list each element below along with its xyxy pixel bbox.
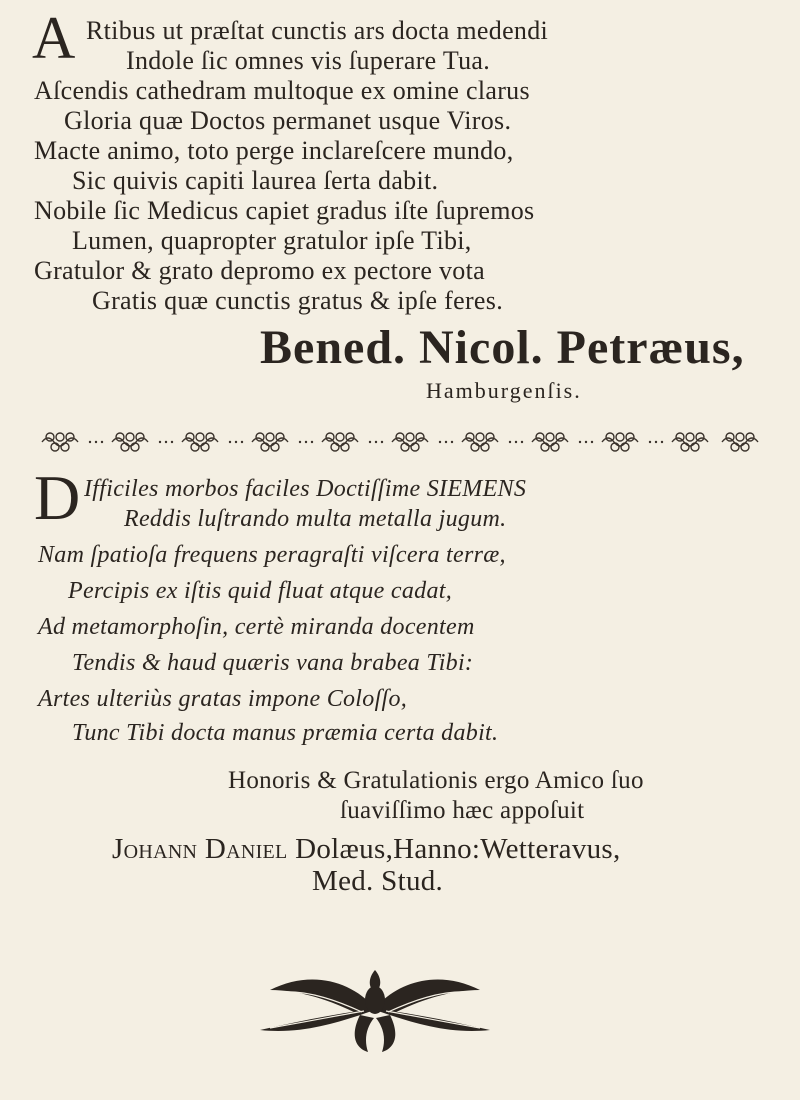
drop-cap-a: A	[32, 5, 76, 71]
poem1-line-3: Aſcendis cathedram multoque ex omine clarus	[34, 76, 530, 105]
poem2-line-5: Ad metamorphoſin, certè miranda docentem	[38, 614, 475, 640]
dedication-degree: Med. Stud.	[312, 865, 444, 897]
floral-vignette-icon	[250, 960, 500, 1055]
poem2-line-1: Ifficiles morbos faciles Doctiſſime SIEMENS	[84, 476, 527, 502]
poem2-line-6: Tendis & haud quæris vana brabea Tibi:	[72, 650, 474, 676]
author-origin: Hamburgenſis.	[426, 378, 582, 403]
author-name: Bened. Nicol. Petræus,	[260, 321, 745, 374]
dedication-line-1: Honoris & Gratulationis ergo Amico ſuo	[228, 767, 644, 794]
dedication-author-rest: Dolæus,Hanno:Wetteravus,	[295, 833, 621, 865]
poem2-line-7: Artes ulteriùs gratas impone Coloſſo,	[38, 686, 408, 712]
dedication-author	[112, 834, 621, 864]
poem2-line-8: Tunc Tibi docta manus præmia certa dabit.	[72, 720, 499, 746]
ornament-border-icon	[40, 428, 760, 456]
poem1-line-5: Macte animo, toto perge inclareſcere mundo,	[34, 136, 514, 165]
poem1-line-8: Lumen, quapropter gratulor ipſe Tibi,	[72, 226, 472, 255]
poem2-line-2: Reddis luſtrando multa metalla jugum.	[124, 506, 507, 532]
dedication-line-2: ſuaviſſimo hæc appoſuit	[340, 797, 585, 824]
poem1-line-9: Gratulor & grato depromo ex pectore vota	[34, 256, 485, 285]
poem1-line-7: Nobile ſic Medicus capiet gradus iſte ſupremos	[34, 196, 535, 225]
poem1-line-6: Sic quivis capiti laurea ſerta dabit.	[72, 166, 439, 195]
dedication-author-first: Johann Daniel	[112, 833, 288, 865]
poem1-line-2: Indole ſic omnes vis ſuperare Tua.	[126, 46, 491, 75]
poem2-line-4: Percipis ex iſtis quid fluat atque cadat,	[68, 578, 453, 604]
poem1-line-10: Gratis quæ cunctis gratus & ipſe feres.	[92, 286, 503, 315]
poem1-line-4: Gloria quæ Doctos permanet usque Viros.	[64, 106, 512, 135]
drop-cap-d: D	[34, 462, 81, 533]
poem1-line-1: Rtibus ut præſtat cunctis ars docta medendi	[86, 16, 549, 45]
poem2-line-3: Nam ſpatioſa frequens peragraſti viſcera terræ,	[38, 542, 506, 568]
